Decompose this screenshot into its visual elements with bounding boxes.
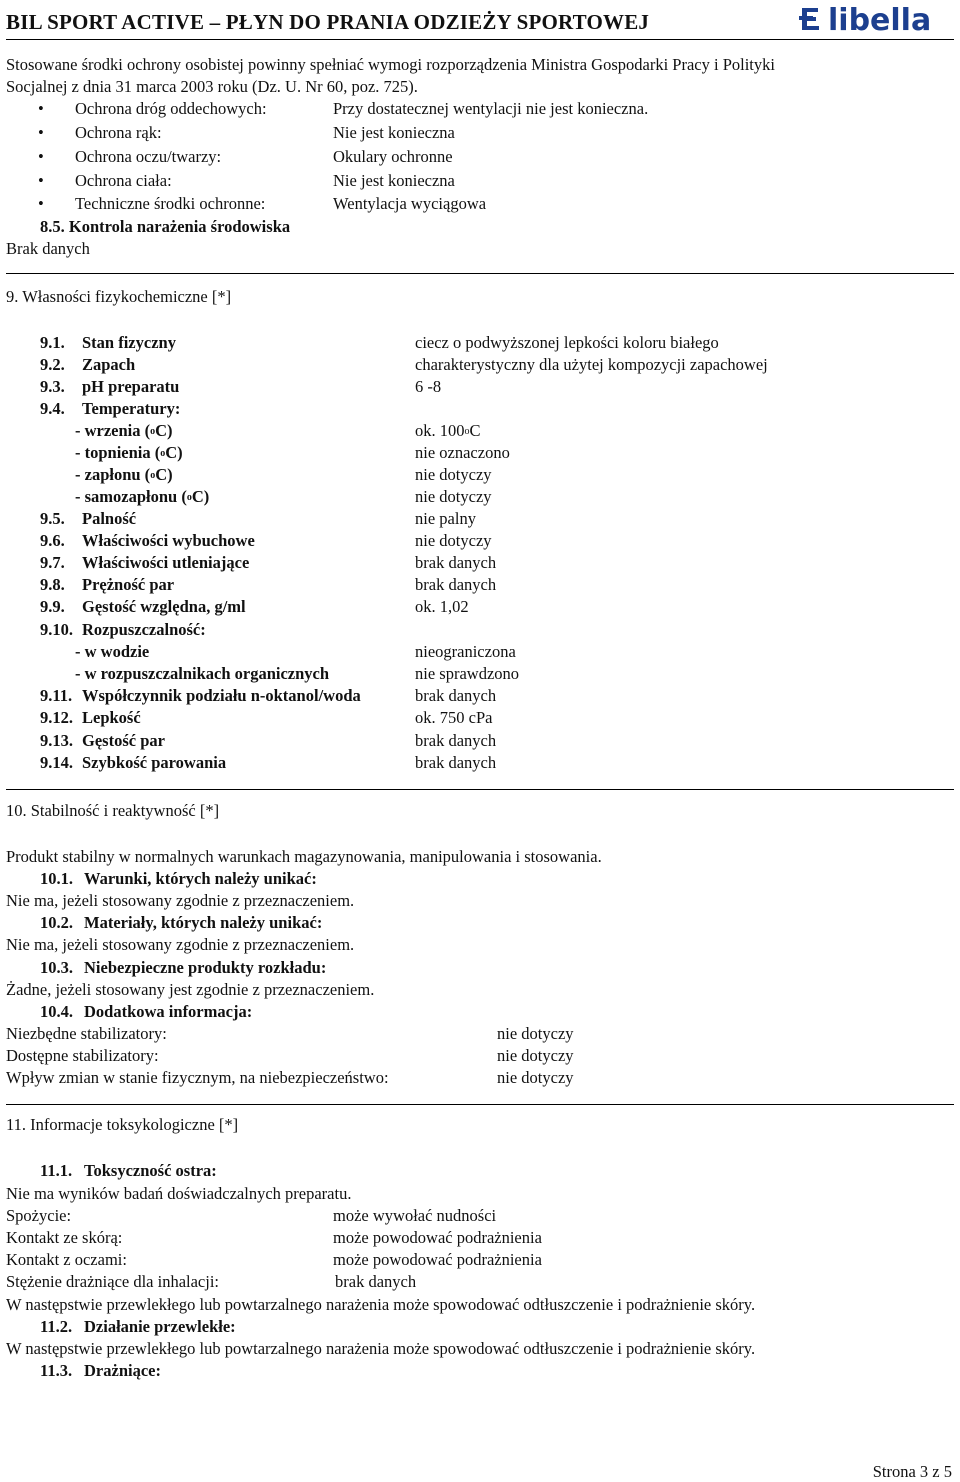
- protection-label: Techniczne środki ochronne:: [75, 194, 266, 213]
- row-value: nieograniczona: [415, 642, 516, 661]
- row-number: 9.12.: [40, 708, 73, 727]
- protection-value: Nie jest konieczna: [333, 171, 455, 190]
- row-sublabel: - w wodzie: [75, 642, 150, 661]
- subsection-title: Toksyczność ostra:: [84, 1161, 217, 1180]
- row-number: 9.5.: [40, 509, 65, 528]
- subsection-title: Niebezpieczne produkty rozkładu:: [84, 958, 327, 977]
- subsection-number: 10.3.: [40, 958, 73, 977]
- section-divider: [6, 789, 954, 790]
- protection-value: Nie jest konieczna: [333, 123, 455, 142]
- effect-value: może powodować podrażnienia: [333, 1250, 542, 1269]
- subsection-title: Warunki, których należy unikać:: [84, 869, 317, 888]
- subsection-number: 10.4.: [40, 1002, 73, 1021]
- row-label: Gęstość par: [82, 731, 165, 750]
- subsection-number: 11.1.: [40, 1161, 73, 1180]
- intro-line-2: Socjalnej z dnia 31 marca 2003 roku (Dz. U. Nr 60, poz. 725).: [6, 77, 418, 96]
- row-value: brak danych: [415, 575, 497, 594]
- row-value: ok. 100$^o$C: [415, 421, 481, 440]
- protection-value: Okulary ochronne: [333, 147, 453, 166]
- effect-value: brak danych: [335, 1272, 417, 1291]
- section-11-heading: 11. Informacje toksykologiczne [*]: [6, 1115, 239, 1134]
- row-label: Zapach: [82, 355, 136, 374]
- row-number: 9.4.: [40, 399, 65, 418]
- row-value: nie oznaczono: [415, 443, 510, 462]
- subsection-number: 10.2.: [40, 913, 73, 932]
- protection-label: Ochrona ciała:: [75, 171, 172, 190]
- effect-value: może wywołać nudności: [333, 1206, 497, 1225]
- subsection-title: Dodatkowa informacja:: [84, 1002, 253, 1021]
- section-divider: [6, 1104, 954, 1105]
- effect-label: Spożycie:: [6, 1206, 72, 1225]
- info-label: Niezbędne stabilizatory:: [6, 1024, 167, 1043]
- row-value: nie dotyczy: [415, 487, 492, 506]
- row-label: pH preparatu: [82, 377, 180, 396]
- effect-value: może powodować podrażnienia: [333, 1228, 542, 1247]
- protection-label: Ochrona dróg oddechowych:: [75, 99, 267, 118]
- page-number: Strona 3 z 5: [872, 1462, 952, 1481]
- row-sublabel: - wrzenia ($^o$C): [75, 421, 173, 440]
- logo-wordmark: libella: [828, 3, 932, 36]
- section-10-intro: Produkt stabilny w normalnych warunkach magazynowania, manipulowania i stosowania.: [6, 847, 602, 866]
- row-label: Temperatury:: [82, 399, 181, 418]
- effect-label: Stężenie drażniące dla inhalacji:: [6, 1272, 220, 1291]
- row-number: 9.14.: [40, 753, 73, 772]
- subsection-title: Drażniące:: [84, 1361, 161, 1380]
- bullet-icon: •: [38, 171, 44, 190]
- subsection-text: Nie ma, jeżeli stosowany zgodnie z przeznaczeniem.: [6, 891, 355, 910]
- subsection-title: Działanie przewlekłe:: [84, 1317, 236, 1336]
- row-number: 9.9.: [40, 597, 65, 616]
- row-value: brak danych: [415, 753, 497, 772]
- row-number: 9.1.: [40, 333, 65, 352]
- row-sublabel: - topnienia ($^o$C): [75, 443, 183, 462]
- subsection-number: 11.2.: [40, 1317, 73, 1336]
- row-label: Gęstość względna, g/ml: [82, 597, 246, 616]
- chronic-note: W następstwie przewlekłego lub powtarzalnego narażenia może spowodować odtłuszczenie i podrażnienie skóry.: [6, 1295, 756, 1314]
- row-value: brak danych: [415, 686, 497, 705]
- section-8-5-text: Brak danych: [6, 239, 90, 258]
- row-value: ok. 1,02: [415, 597, 469, 616]
- effect-label: Kontakt ze skórą:: [6, 1228, 123, 1247]
- no-results-text: Nie ma wyników badań doświadczalnych preparatu.: [6, 1184, 352, 1203]
- header-rule: [6, 39, 954, 40]
- info-label: Wpływ zmian w stanie fizycznym, na niebezpieczeństwo:: [6, 1068, 389, 1087]
- chronic-note: W następstwie przewlekłego lub powtarzalnego narażenia może spowodować odtłuszczenie i podrażnienie skóry.: [6, 1339, 756, 1358]
- libella-logo-graphic: [798, 2, 956, 36]
- bullet-icon: •: [38, 99, 44, 118]
- row-sublabel: - w rozpuszczalnikach organicznych: [75, 664, 330, 683]
- row-value: nie dotyczy: [415, 531, 492, 550]
- subsection-title: Materiały, których należy unikać:: [84, 913, 323, 932]
- row-value: nie dotyczy: [415, 465, 492, 484]
- info-value: nie dotyczy: [497, 1068, 574, 1087]
- row-number: 9.6.: [40, 531, 65, 550]
- subsection-text: Nie ma, jeżeli stosowany zgodnie z przeznaczeniem.: [6, 935, 355, 954]
- row-label: Lepkość: [82, 708, 141, 727]
- info-value: nie dotyczy: [497, 1024, 574, 1043]
- row-label: Współczynnik podziału n-oktanol/woda: [82, 686, 361, 705]
- row-value: ok. 750 cPa: [415, 708, 493, 727]
- info-label: Dostępne stabilizatory:: [6, 1046, 159, 1065]
- intro-line-1: Stosowane środki ochrony osobistej powinny spełniać wymogi rozporządzenia Ministra Gospodarki Pracy i Polityki: [6, 55, 775, 74]
- row-label: Rozpuszczalność:: [82, 620, 206, 639]
- bullet-icon: •: [38, 123, 44, 142]
- subsection-number: 11.3.: [40, 1361, 73, 1380]
- row-value: 6 -8: [415, 377, 442, 396]
- row-sublabel: - samozapłonu ($^o$C): [75, 487, 210, 506]
- row-value: nie palny: [415, 509, 476, 528]
- subsection-number: 10.1.: [40, 869, 73, 888]
- row-number: 9.7.: [40, 553, 65, 572]
- row-label: Prężność par: [82, 575, 175, 594]
- section-9-heading: 9. Własności fizykochemiczne [*]: [6, 287, 232, 306]
- protection-value: Przy dostatecznej wentylacji nie jest konieczna.: [333, 99, 649, 118]
- row-number: 9.8.: [40, 575, 65, 594]
- row-value: charakterystyczny dla użytej kompozycji zapachowej: [415, 355, 768, 374]
- row-value: brak danych: [415, 731, 497, 750]
- row-label: Właściwości wybuchowe: [82, 531, 255, 550]
- bullet-icon: •: [38, 147, 44, 166]
- row-number: 9.3.: [40, 377, 65, 396]
- row-sublabel: - zapłonu ($^o$C): [75, 465, 173, 484]
- libella-logo: [798, 2, 956, 36]
- row-label: Palność: [82, 509, 137, 528]
- info-value: nie dotyczy: [497, 1046, 574, 1065]
- section-8-5-heading: 8.5. Kontrola narażenia środowiska: [40, 217, 291, 236]
- document-title: BIL SPORT ACTIVE – PŁYN DO PRANIA ODZIEŻY SPORTOWEJ: [6, 10, 650, 34]
- effect-label: Kontakt z oczami:: [6, 1250, 127, 1269]
- row-number: 9.11.: [40, 686, 73, 705]
- row-number: 9.2.: [40, 355, 65, 374]
- row-label: Właściwości utleniające: [82, 553, 250, 572]
- section-divider: [6, 273, 954, 274]
- row-value: brak danych: [415, 553, 497, 572]
- bullet-icon: •: [38, 194, 44, 213]
- subsection-text: Żadne, jeżeli stosowany jest zgodnie z przeznaczeniem.: [6, 980, 375, 999]
- row-value: nie sprawdzono: [415, 664, 520, 683]
- row-label: Stan fizyczny: [82, 333, 176, 352]
- row-number: 9.13.: [40, 731, 73, 750]
- row-number: 9.10.: [40, 620, 73, 639]
- protection-label: Ochrona oczu/twarzy:: [75, 147, 222, 166]
- row-label: Szybkość parowania: [82, 753, 227, 772]
- section-10-heading: 10. Stabilność i reaktywność [*]: [6, 801, 220, 820]
- row-value: ciecz o podwyższonej lepkości koloru białego: [415, 333, 719, 352]
- protection-label: Ochrona rąk:: [75, 123, 162, 142]
- document-header: [0, 0, 960, 40]
- protection-value: Wentylacja wyciągowa: [333, 194, 487, 213]
